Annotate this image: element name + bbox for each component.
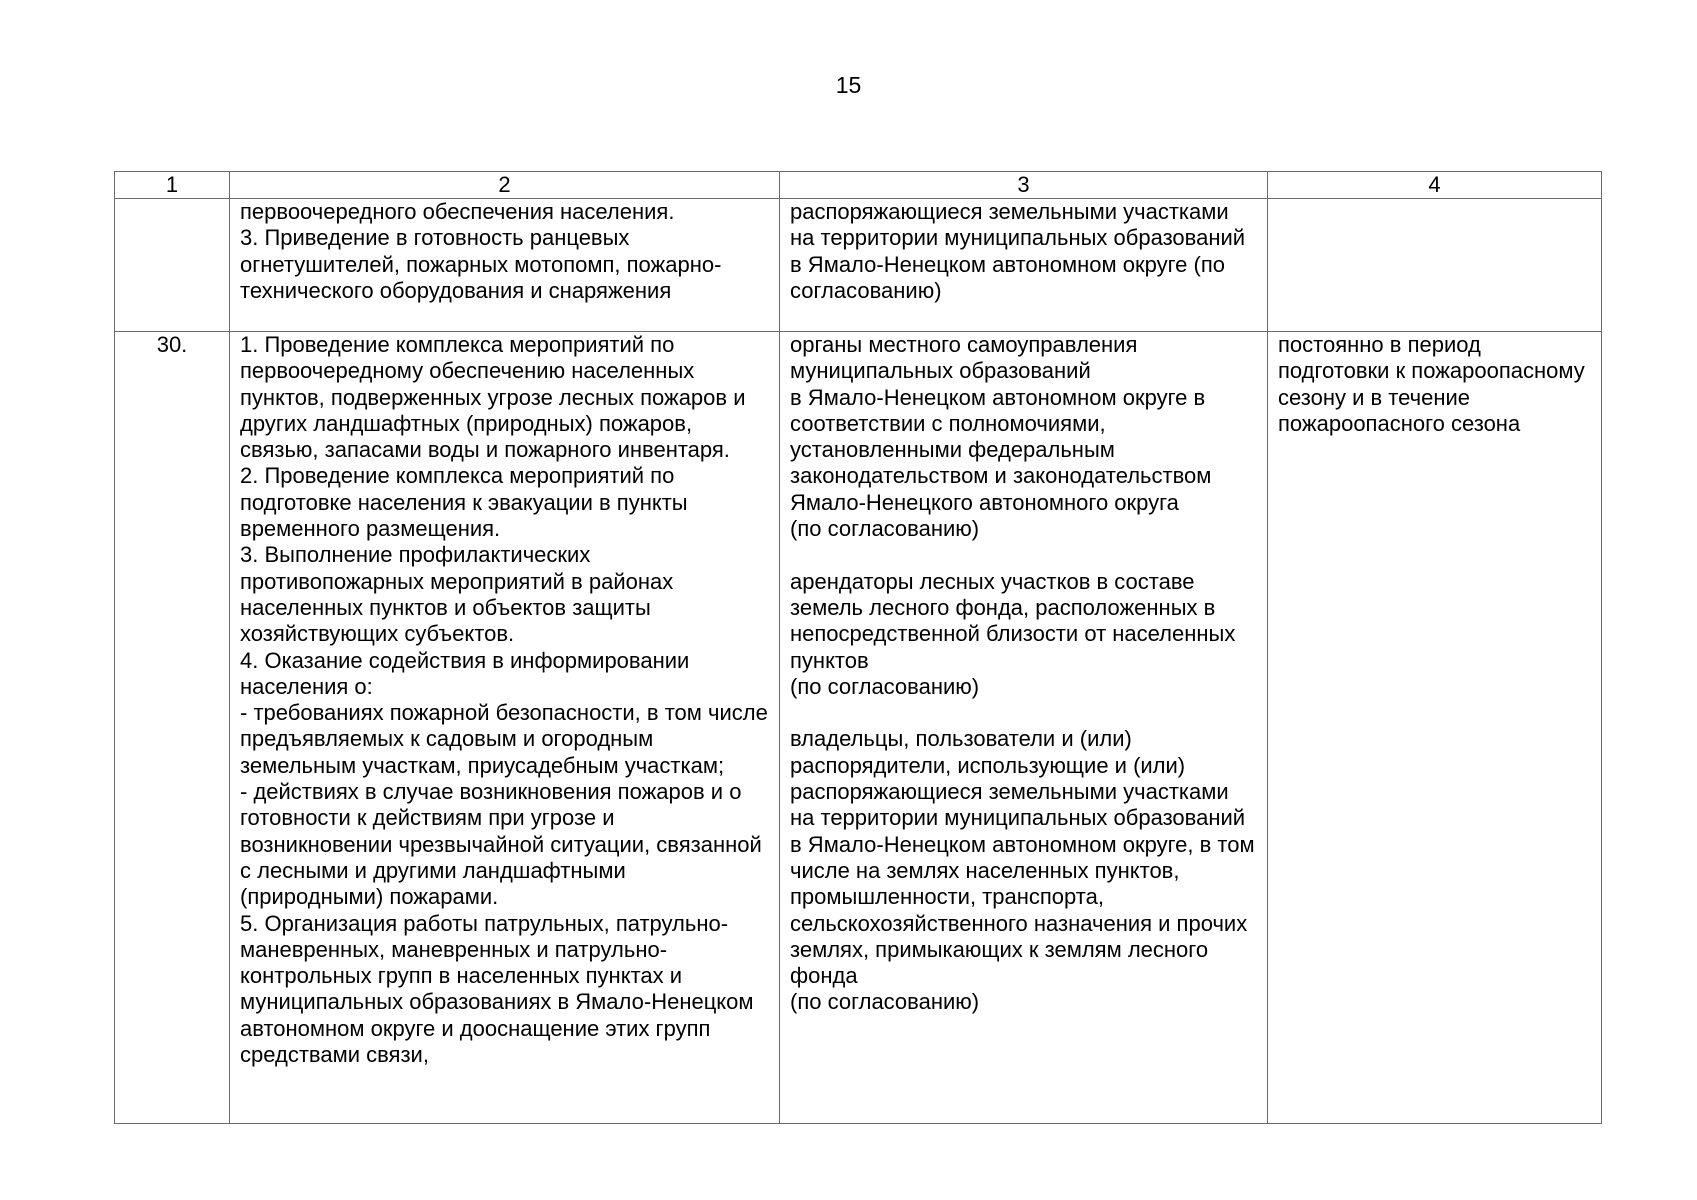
row-number-cell: 30. bbox=[115, 332, 230, 1124]
table-header-row bbox=[115, 172, 1602, 199]
table-row-continuation bbox=[115, 199, 1602, 332]
responsible-cell: распоряжающиеся земельными участками на территории муниципальных образований в Ямало-Ненецком автономном округе (по согласованию) bbox=[780, 199, 1268, 332]
header-col-1: 1 bbox=[115, 172, 230, 199]
page-number: 15 bbox=[835, 72, 862, 98]
header-col-2: 2 bbox=[230, 172, 780, 199]
measures-cell: первоочередного обеспечения населения. 3. Приведение в готовность ранцевых огнетушителей, пожарных мотопомп, пожарно-технического оборудования и снаряжения bbox=[230, 199, 780, 332]
table-row-30 bbox=[115, 332, 1602, 1124]
measures-table bbox=[114, 171, 1602, 1124]
measures-cell: 1. Проведение комплекса мероприятий по первоочередному обеспечению населенных пунктов, подверженных угрозе лесных пожаров и других ландшафтных (природных) пожаров, связью, запасами воды и пожарного инвентаря. 2. Проведение комплекса мероприятий по подготовке населения к эвакуации в пункты временного размещения. 3. Выполнение профилактических противопожарных мероприятий в районах населенных пунктов и объектов защиты хозяйствующих субъектов. 4. Оказание содействия в информировании населения о: - требованиях пожарной безопасности, в том числе предъявляемых к садовым и огородным земельным участкам, приусадебным участкам; - действиях в случае возникновения пожаров и о готовности к действиям при угрозе и возникновении чрезвычайной ситуации, связанной с лесными и другими ландшафтными (природными) пожарами. 5. Организация работы патрульных, патрульно-маневренных, маневренных и патрульно-контрольных групп в населенных пунктах и муниципальных образованиях в Ямало-Ненецком автономном округе и дооснащение этих групп средствами связи, bbox=[230, 332, 780, 1124]
header-col-3: 3 bbox=[780, 172, 1268, 199]
responsible-cell: органы местного самоуправления муниципальных образований в Ямало-Ненецком автономном округе в соответствии с полномочиями, установленными федеральным законодательством и законодательством Ямало-Ненецкого автономного округа (по согласованию) арендаторы лесных участков в составе земель лесного фонда, расположенных в непосредственной близости от населенных пунктов (по согласованию) владельцы, пользователи и (или) распорядители, использующие и (или) распоряжающиеся земельными участками на территории муниципальных образований в Ямало-Ненецком автономном округе, в том числе на землях населенных пунктов, промышленности, транспорта, сельскохозяйственного назначения и прочих землях, примыкающих к землям лесного фонда (по согласованию) bbox=[780, 332, 1268, 1124]
deadline-cell: постоянно в период подготовки к пожароопасному сезону и в течение пожароопасного сезона bbox=[1268, 332, 1602, 1124]
row-number-cell bbox=[115, 199, 230, 332]
deadline-cell bbox=[1268, 199, 1602, 332]
header-col-4: 4 bbox=[1268, 172, 1602, 199]
